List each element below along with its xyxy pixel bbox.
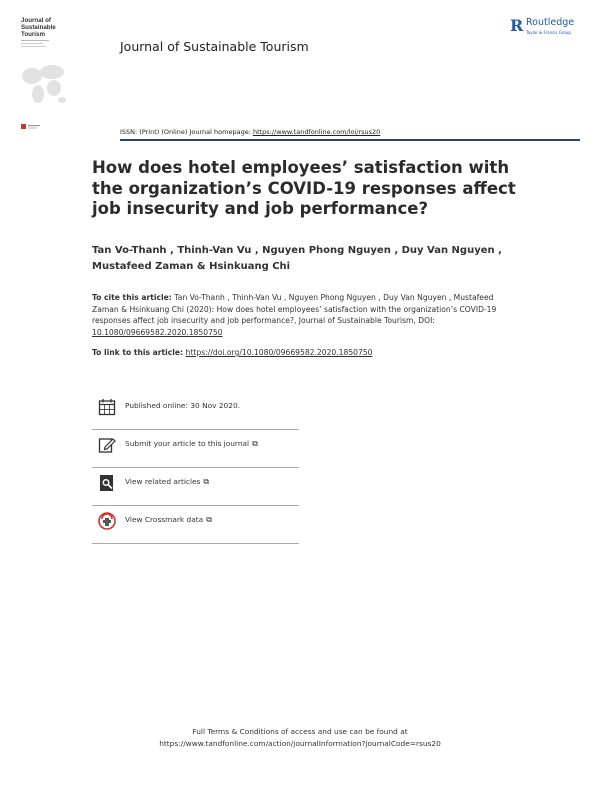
journal-homepage-link[interactable]: https://www.tandfonline.com/loi/rsus20 bbox=[252, 128, 381, 136]
citation-block bbox=[92, 292, 522, 338]
header-divider bbox=[120, 139, 580, 141]
publisher-tagline: Taylor & Francis Group bbox=[526, 30, 571, 35]
submit-article-item[interactable] bbox=[92, 430, 299, 468]
publisher-logo bbox=[510, 16, 590, 46]
search-document-icon bbox=[98, 474, 116, 492]
edit-icon bbox=[98, 436, 116, 454]
citation-text: Tan Vo-Thanh , Thinh-Van Vu , Nguyen Phong Nguyen , Duy Van Nguyen , Mustafeed Zaman & Hsinkuang Chi (2020): How does hotel employees’ satisfaction with the organization’s COVID-19 responses affect job insecurity and job performance?, Journal of Sustainable Tourism, DOI: bbox=[92, 293, 497, 325]
article-link[interactable]: https://doi.org/10.1080/09669582.2020.1850750 bbox=[185, 348, 373, 357]
publisher-name: Routledge bbox=[526, 17, 575, 28]
published-online-item bbox=[92, 392, 299, 430]
related-articles-item[interactable] bbox=[92, 468, 299, 506]
cover-title-line3: Tourism bbox=[21, 31, 45, 38]
external-link-icon: ⧉ bbox=[203, 477, 210, 486]
crossmark-item[interactable] bbox=[92, 506, 299, 544]
doi-link[interactable]: 10.1080/09669582.2020.1850750 bbox=[92, 327, 223, 337]
external-link-icon: ⧉ bbox=[206, 515, 212, 524]
issn-text: ISSN: (Print) (Online) Journal homepage: bbox=[120, 128, 253, 136]
article-authors: Tan Vo-Thanh , Thinh-Van Vu , Nguyen Phong Nguyen , Duy Van Nguyen , Mustafeed Zaman & Hsinkuang Chi bbox=[92, 245, 502, 272]
cover-title-line2: Sustainable bbox=[21, 24, 56, 31]
citation-label: To cite this article: bbox=[92, 293, 175, 302]
link-label: To link to this article: bbox=[92, 348, 186, 357]
link-block bbox=[92, 347, 522, 359]
article-title: How does hotel employees’ satisfaction with the organization’s COVID-19 responses affect job insecurity and job performance? bbox=[92, 158, 516, 218]
related-articles-link[interactable]: View related articles ⧉ bbox=[125, 477, 210, 486]
journal-title: Journal of Sustainable Tourism bbox=[120, 39, 309, 54]
calendar-icon bbox=[98, 398, 116, 416]
footer-terms-link[interactable]: https://www.tandfonline.com/action/journalInformation?journalCode=rsus20 bbox=[159, 739, 441, 748]
footer-line-1: Full Terms & Conditions of access and use can be found at bbox=[192, 727, 408, 736]
cover-image bbox=[20, 14, 66, 132]
footer-terms bbox=[0, 726, 600, 750]
issn-homepage-line bbox=[120, 128, 380, 136]
routledge-r-icon: R bbox=[510, 16, 524, 35]
published-online-text: Published online: 30 Nov 2020. bbox=[125, 401, 240, 410]
cover-title-line1: Journal of bbox=[21, 17, 51, 24]
divider bbox=[92, 543, 299, 544]
crossmark-icon bbox=[98, 512, 116, 530]
external-link-icon: ⧉ bbox=[252, 439, 258, 448]
crossmark-link[interactable]: View Crossmark data ⧉ bbox=[125, 515, 212, 524]
submit-article-link[interactable]: Submit your article to this journal ⧉ bbox=[125, 439, 258, 448]
journal-cover-thumbnail bbox=[20, 14, 66, 132]
